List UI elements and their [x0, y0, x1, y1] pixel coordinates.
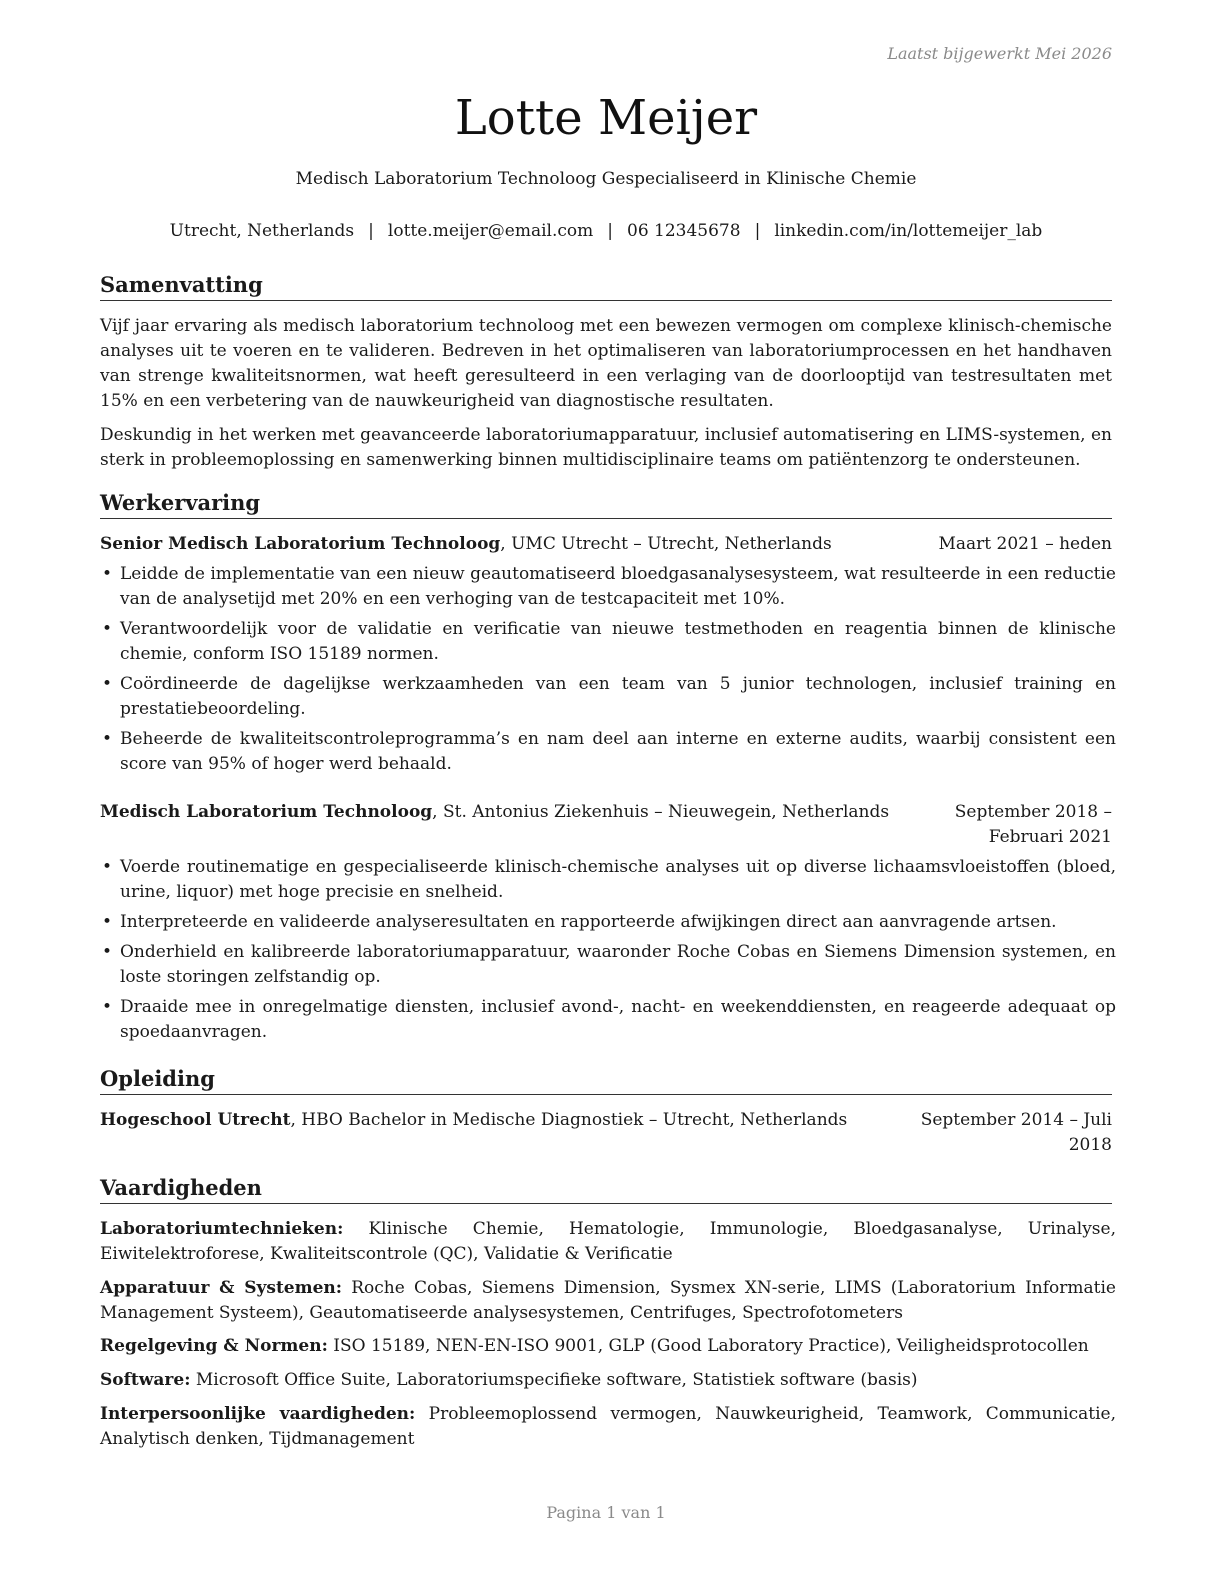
job-organization: , UMC Utrecht – Utrecht, Netherlands — [500, 534, 832, 554]
bullet-icon: • — [102, 912, 113, 932]
contact-email[interactable]: lotte.meijer@email.com — [387, 221, 594, 241]
skill-label: Laboratoriumtechnieken: — [100, 1219, 344, 1239]
skill-line — [100, 1402, 1116, 1452]
bullet-icon: • — [102, 857, 113, 877]
skill-label: Regelgeving & Normen: — [100, 1336, 328, 1356]
skill-line — [100, 1368, 1116, 1393]
list-item: • Draaide mee in onregelmatige diensten, inclusief avond-, nacht- en weekenddiensten, en reageerde adequaat op spoedaanvragen. — [102, 997, 1116, 1042]
list-item: • Voerde routinematige en gespecialiseerde klinisch-chemische analyses uit op diverse lichaamsvloeistoffen (bloed, urine, liquor) met hoge precisie en snelheid. — [102, 857, 1116, 902]
skill-value: Klinische Chemie, Hematologie, Immunologie, Bloedgasanalyse, Urinalyse, Eiwitelektroforese, Kwaliteitscontrole (QC), Validatie & Verificatie — [100, 1219, 1116, 1264]
list-item: • Coördineerde de dagelijkse werkzaamheden van een team van 5 junior technologen, inclusief training en prestatiebeoordeling. — [102, 674, 1116, 719]
bullet-icon: • — [102, 997, 113, 1017]
last-updated: Laatst bijgewerkt Mei 2026 — [887, 44, 1112, 63]
education-dates: September 2014 – Juli 2018 — [920, 1110, 1112, 1155]
section-title-education: Opleiding — [100, 1065, 1112, 1095]
skill-label: Software: — [100, 1370, 191, 1390]
list-item: • Beheerde de kwaliteitscontroleprogramma’s en nam deel aan interne en externe audits, waarbij consistent een score van 95% of hoger werd behaald. — [102, 729, 1116, 774]
skill-value: Roche Cobas, Siemens Dimension, Sysmex XN-serie, LIMS (Laboratorium Informatie Management Systeem), Geautomatiseerde analysesystemen, Centrifuges, Spectrofotometers — [100, 1278, 1116, 1323]
job-role: Medisch Laboratorium Technoloog — [100, 802, 433, 822]
skill-value: Probleemoplossend vermogen, Nauwkeurigheid, Teamwork, Communicatie, Analytisch denken, Tijdmanagement — [100, 1404, 1116, 1449]
list-item: • Leidde de implementatie van een nieuw geautomatiseerd bloedgasanalysesysteem, wat resulteerde in een reductie van de analysetijd met 20% en een verhoging van de testcapaciteit met 10%. — [102, 564, 1116, 609]
job-dates: September 2018 – Februari 2021 — [954, 802, 1112, 847]
skill-line — [100, 1334, 1116, 1359]
job-organization: , St. Antonius Ziekenhuis – Nieuwegein, Netherlands — [432, 802, 890, 822]
bullet-icon: • — [102, 729, 113, 749]
section-title-skills: Vaardigheden — [100, 1174, 1112, 1204]
education-program: , HBO Bachelor in Medische Diagnostiek – Utrecht, Netherlands — [290, 1110, 848, 1130]
page-number: Pagina 1 van 1 — [546, 1503, 666, 1522]
bullet-icon: • — [102, 564, 113, 584]
summary-paragraph: Deskundig in het werken met geavanceerde laboratoriumapparatuur, inclusief automatisering en LIMS-systemen, en sterk in probleemoplossing en samenwerking binnen multidisciplinaire teams om patiëntenzorg te ondersteunen. — [100, 425, 1112, 470]
contact-separator: | — [368, 221, 374, 241]
skill-value: ISO 15189, NEN-EN-ISO 9001, GLP (Good Laboratory Practice), Veiligheidsprotocollen — [327, 1336, 1089, 1356]
candidate-subtitle: Medisch Laboratorium Technoloog Gespecialiseerd in Klinische Chemie — [295, 169, 917, 189]
contact-phone[interactable]: 06 12345678 — [627, 221, 741, 241]
job-bullets — [100, 562, 1116, 782]
list-item: • Onderhield en kalibreerde laboratoriumapparatuur, waaronder Roche Cobas en Siemens Dimension systemen, en loste storingen zelfstandig op. — [102, 942, 1116, 987]
section-title-experience: Werkervaring — [100, 489, 1112, 519]
job-role: Senior Medisch Laboratorium Technoloog — [100, 534, 501, 554]
bullet-icon: • — [102, 619, 113, 639]
contact-line — [100, 219, 1112, 243]
contact-separator: | — [607, 221, 613, 241]
skill-value: Microsoft Office Suite, Laboratoriumspecifieke software, Statistiek software (basis) — [190, 1370, 918, 1390]
summary-paragraph: Vijf jaar ervaring als medisch laboratorium technoloog met een bewezen vermogen om complexe klinisch-chemische analyses uit te voeren en te valideren. Bedreven in het optimaliseren van laboratoriumprocessen en het handhaven van strenge kwaliteitsnormen, wat heeft geresulteerd in een verlaging van de doorlooptijd van testresultaten met 15% en een verbetering van de nauwkeurigheid van diagnostische resultaten. — [100, 316, 1112, 411]
list-item: • Interpreteerde en valideerde analyseresultaten en rapporteerde afwijkingen direct aan aanvragende artsen. — [100, 910, 1116, 935]
skill-line — [100, 1276, 1116, 1326]
bullet-icon: • — [102, 942, 113, 962]
resume-page — [100, 0, 1116, 1584]
education-school: Hogeschool Utrecht — [100, 1110, 291, 1130]
contact-location: Utrecht, Netherlands — [169, 221, 355, 241]
job-dates: Maart 2021 – heden — [938, 534, 1112, 554]
skill-label: Apparatuur & Systemen: — [100, 1278, 343, 1298]
list-item: • Verantwoordelijk voor de validatie en verificatie van nieuwe testmethoden en reagentia binnen de klinische chemie, conform ISO 15189 normen. — [102, 619, 1116, 664]
section-title-summary: Samenvatting — [100, 271, 1112, 301]
candidate-name: Lotte Meijer — [454, 90, 758, 146]
job-bullets — [100, 855, 1116, 1050]
skill-label: Interpersoonlijke vaardigheden: — [100, 1404, 416, 1424]
contact-separator: | — [754, 221, 761, 241]
skill-line — [100, 1217, 1116, 1267]
contact-linkedin[interactable]: linkedin.com/in/lottemeijer_lab — [774, 221, 1043, 241]
bullet-icon: • — [102, 674, 113, 694]
